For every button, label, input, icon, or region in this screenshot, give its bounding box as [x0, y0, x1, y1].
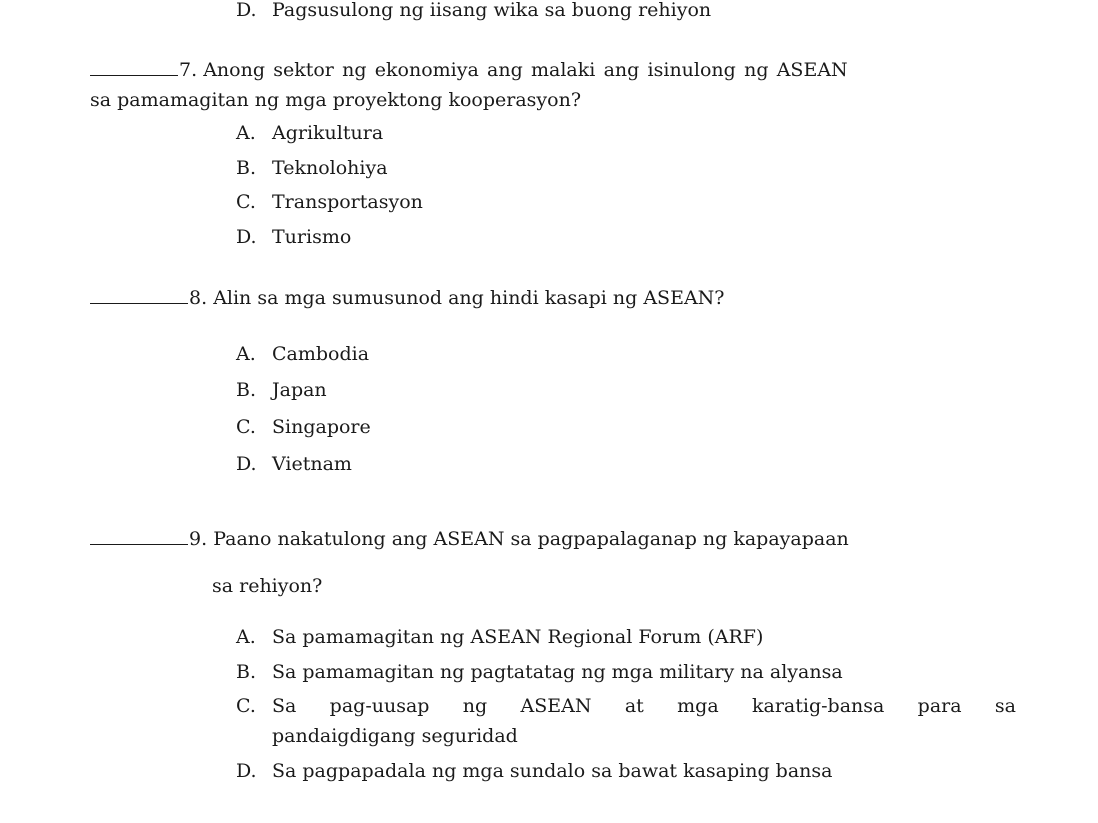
option-text: Singapore [272, 416, 371, 438]
q9-option-c-cont: pandaigdigang seguridad [272, 725, 518, 747]
q8-option-d[interactable] [236, 452, 352, 476]
question-text: Anong sektor ng ekonomiya ang malaki ang isinulong ng ASEAN [203, 59, 848, 81]
option-text: Teknolohiya [272, 157, 388, 179]
option-letter: B. [236, 157, 257, 179]
option-letter: B. [236, 661, 257, 683]
answer-blank[interactable] [90, 287, 188, 304]
option-letter: D. [236, 453, 257, 475]
option-letter: A. [236, 343, 256, 365]
option-text: Sa pagpapadala ng mga sundalo sa bawat kasaping bansa [272, 760, 833, 782]
option-text: Sa pamamagitan ng ASEAN Regional Forum (ARF) [272, 626, 764, 648]
q8-option-b[interactable] [236, 378, 327, 402]
option-letter: D. [236, 226, 257, 248]
question-9 [90, 527, 849, 551]
option-text: Agrikultura [272, 122, 384, 144]
q7-option-c[interactable] [236, 190, 423, 214]
option-text: Cambodia [272, 343, 370, 365]
option-letter: A. [236, 122, 256, 144]
option-text: Sa pag-uusap ng ASEAN at mga karatig-bansa para sa [272, 695, 1016, 717]
option-letter: D. [236, 760, 257, 782]
question-7-cont: sa pamamagitan ng mga proyektong kooperasyon? [90, 89, 582, 111]
option-text: Japan [272, 379, 327, 401]
q8-option-c[interactable] [236, 415, 371, 439]
answer-blank[interactable] [90, 59, 178, 76]
question-8 [90, 286, 724, 310]
option-text: Pagsusulong ng iisang wika sa buong rehiyon [272, 0, 712, 21]
question-number: 7. [179, 59, 198, 81]
q9-option-a[interactable] [236, 625, 763, 649]
q8-option-a[interactable] [236, 342, 369, 366]
question-number: 9. [189, 528, 208, 550]
q7-option-b[interactable] [236, 156, 388, 180]
question-number: 8. [189, 287, 208, 309]
prev-option-d [236, 0, 711, 22]
question-text: Paano nakatulong ang ASEAN sa pagpapalaganap ng kapayapaan [213, 528, 849, 550]
option-letter: C. [236, 416, 256, 438]
option-text: Turismo [272, 226, 352, 248]
question-text: Alin sa mga sumusunod ang hindi kasapi ng ASEAN? [213, 287, 725, 309]
question-7 [90, 58, 848, 82]
option-letter: B. [236, 379, 257, 401]
q7-option-a[interactable] [236, 121, 383, 145]
option-text: Vietnam [272, 453, 352, 475]
q9-option-b[interactable] [236, 660, 843, 684]
option-text: Sa pamamagitan ng pagtatatag ng mga military na alyansa [272, 661, 843, 683]
option-letter: C. [236, 191, 256, 213]
option-text: Transportasyon [272, 191, 423, 213]
option-letter: A. [236, 626, 256, 648]
q7-option-d[interactable] [236, 225, 351, 249]
answer-blank[interactable] [90, 528, 188, 545]
option-letter: C. [236, 695, 256, 717]
option-letter: D. [236, 0, 257, 21]
question-9-cont: sa rehiyon? [212, 575, 323, 597]
q9-option-d[interactable] [236, 759, 832, 783]
